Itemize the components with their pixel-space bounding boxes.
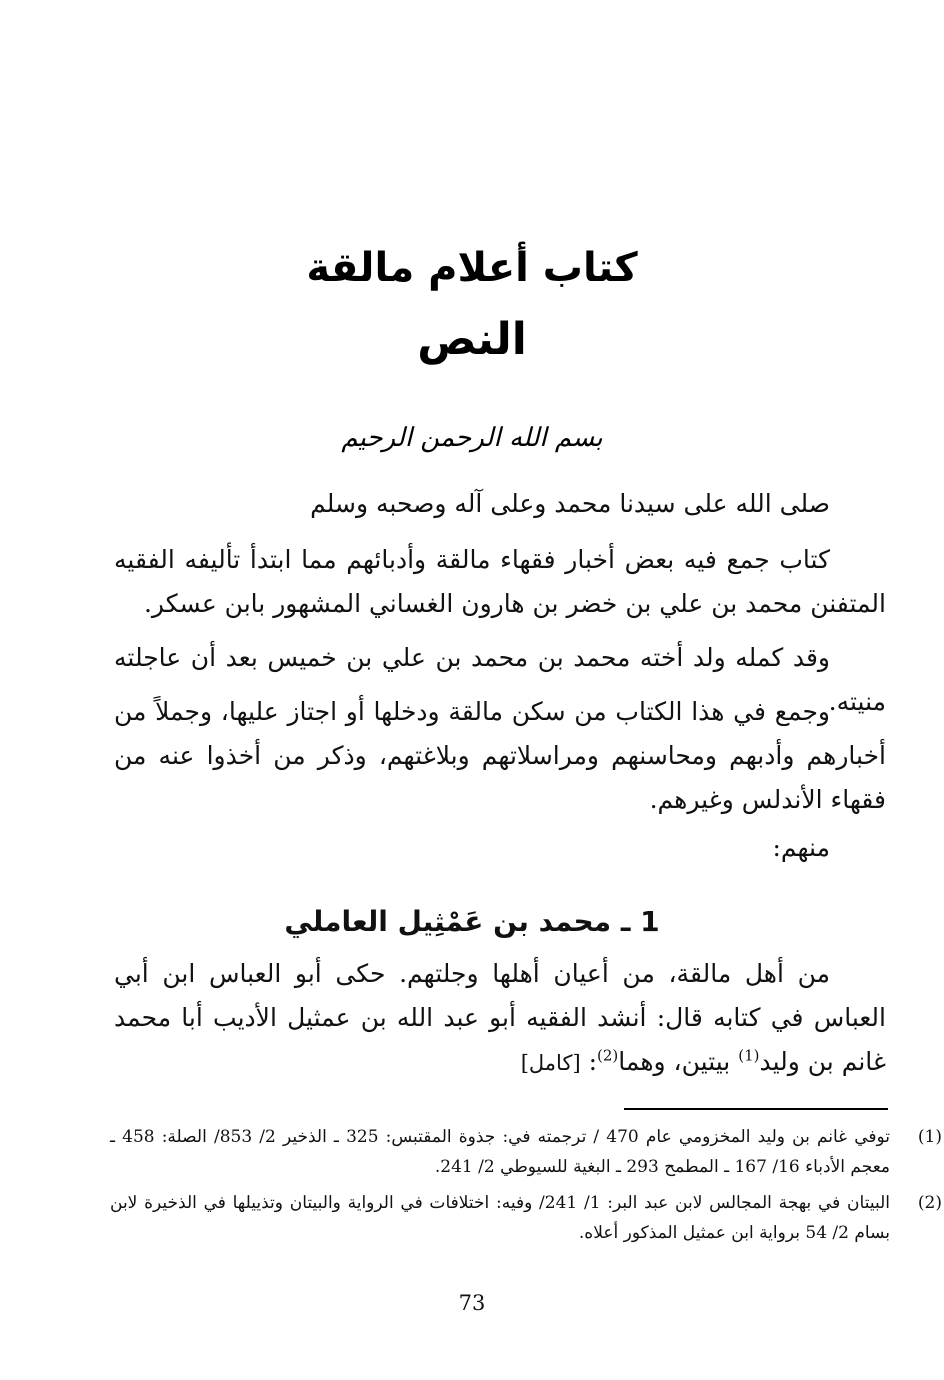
footnote-1 [110,1122,942,1182]
footnote-ref-2[interactable]: (2) [597,1046,619,1065]
entry-text-part-3: : [580,1047,598,1076]
footnote-2-number: (2) [917,1193,942,1213]
entry-paragraph [114,952,886,1085]
verse-meter-tag: [كامل] [520,1051,581,1075]
footnote-1-number: (1) [917,1127,942,1147]
completion-paragraph: وقد كمله ولد أخته محمد بن محمد بن علي بن خميس بعد أن عاجلته منيته. [114,643,886,716]
page-number: 73 [458,1291,486,1315]
entry-heading: 1 ـ محمد بن عَمْثِيل العاملي [284,905,660,938]
book-title: كتاب أعلام مالقة [306,245,638,291]
scope-paragraph: وجمع في هذا الكتاب من سكن مالقة ودخلها أو اجتاز عليها، وجملاً من أخبارهم وأدبهم ومحاسنهم ومراسلاتهم وبلاغتهم، وذكر من أخذوا عنه من فقهاء الأندلس وغيرهم. [114,697,886,814]
among-them-line: منهم: [772,833,830,862]
intro-paragraph: كتاب جمع فيه بعض أخبار فقهاء مالقة وأدبائهم مما ابتدأ تأليفه الفقيه المتفنن محمد بن علي بن خضر بن هارون الغساني المشهور بابن عسكر. [114,545,886,618]
footnote-ref-1[interactable]: (1) [738,1046,760,1065]
entry-text-part-1: من أهل مالقة، من أعيان أهلها وجلتهم. حكى أبو العباس ابن أبي العباس في كتابه قال: أنشد الفقيه أبو عبد الله بن عمثيل الأديب أبا محمد غانم بن وليد [114,959,886,1076]
footnote-1-text: توفي غانم بن وليد المخزومي عام 470 / ترجمته في: جذوة المقتبس: 325 ـ الذخير 2/ 853/ الصلة: 458 ـ معجم الأدباء 16/ 167 ـ المطمح 293 ـ البغية للسيوطي 2/ 241. [110,1127,890,1177]
footnote-2 [110,1188,942,1248]
entry-text-part-2: بيتين، وهما [618,1047,739,1076]
salutation-paragraph: صلى الله على سيدنا محمد وعلى آله وصحبه وسلم [310,489,830,518]
footnote-divider [624,1108,888,1110]
basmala-calligraphy: بسم الله الرحمن الرحيم [341,423,603,453]
section-title: النص [417,314,527,365]
footnote-2-text: البيتان في بهجة المجالس لابن عبد البر: 1/ 241/ وفيه: اختلافات في الرواية والبيتان وتذييلها في الذخيرة لابن بسام 2/ 54 برواية ابن عمثيل المذكور أعلاه. [110,1193,890,1243]
